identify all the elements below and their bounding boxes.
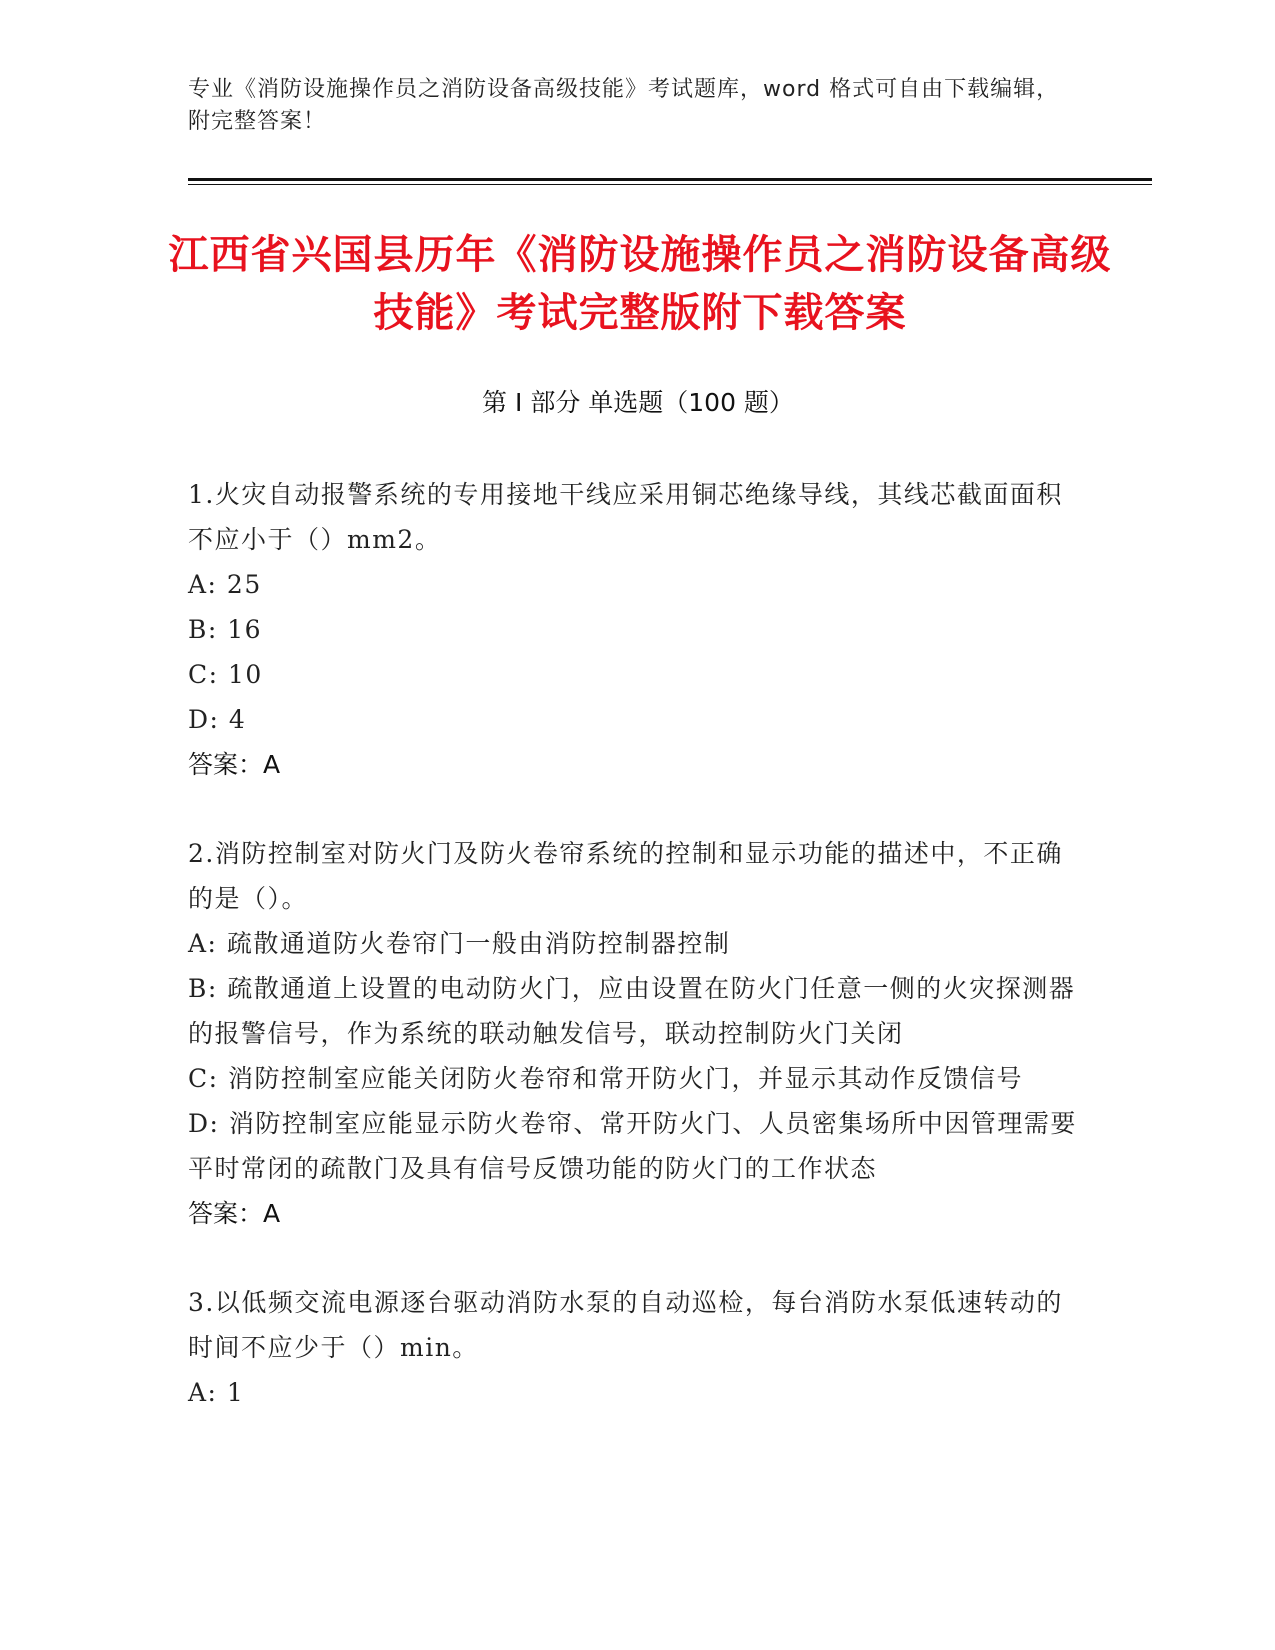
header-divider-thin [188, 184, 1152, 185]
question-1 [188, 472, 1078, 787]
question-3 [188, 1280, 1078, 1415]
question-2 [188, 831, 1078, 1236]
answer: 答案：A [188, 1199, 281, 1228]
document-title: 江西省兴国县历年《消防设施操作员之消防设备高级技能》考试完整版附下载答案 [168, 232, 1112, 336]
option-b: B: 疏散通道上设置的电动防火门，应由设置在防火门任意一侧的火灾探测器的报警信号，作为系统的联动触发信号，联动控制防火门关闭 [188, 974, 1076, 1048]
option-c: C: 10 [188, 660, 263, 689]
option-c: C: 消防控制室应能关闭防火卷帘和常开防火门，并显示其动作反馈信号 [188, 1064, 1024, 1093]
answer: 答案：A [188, 750, 281, 779]
question-stem: 3.以低频交流电源逐台驱动消防水泵的自动巡检，每台消防水泵低速转动的时间不应少于（）min。 [188, 1288, 1063, 1362]
option-a: A: 25 [188, 570, 262, 599]
option-d: D: 4 [188, 705, 247, 734]
header-note: 专业《消防设施操作员之消防设备高级技能》考试题库，word 格式可自由下载编辑，附完整答案！ [188, 77, 1060, 134]
section-title: 第 I 部分 单选题（100 题） [482, 388, 794, 417]
question-list [188, 472, 1078, 1459]
option-d: D: 消防控制室应能显示防火卷帘、常开防火门、人员密集场所中因管理需要平时常闭的疏散门及具有信号反馈功能的防火门的工作状态 [188, 1109, 1077, 1183]
question-stem: 2.消防控制室对防火门及防火卷帘系统的控制和显示功能的描述中，不正确的是（）。 [188, 839, 1063, 913]
option-a: A: 疏散通道防火卷帘门一般由消防控制器控制 [188, 929, 731, 958]
option-b: B: 16 [188, 615, 263, 644]
header-divider-thick [188, 178, 1152, 181]
question-stem: 1.火灾自动报警系统的专用接地干线应采用铜芯绝缘导线，其线芯截面面积不应小于（）mm2。 [188, 480, 1063, 554]
option-a: A: 1 [188, 1378, 245, 1407]
